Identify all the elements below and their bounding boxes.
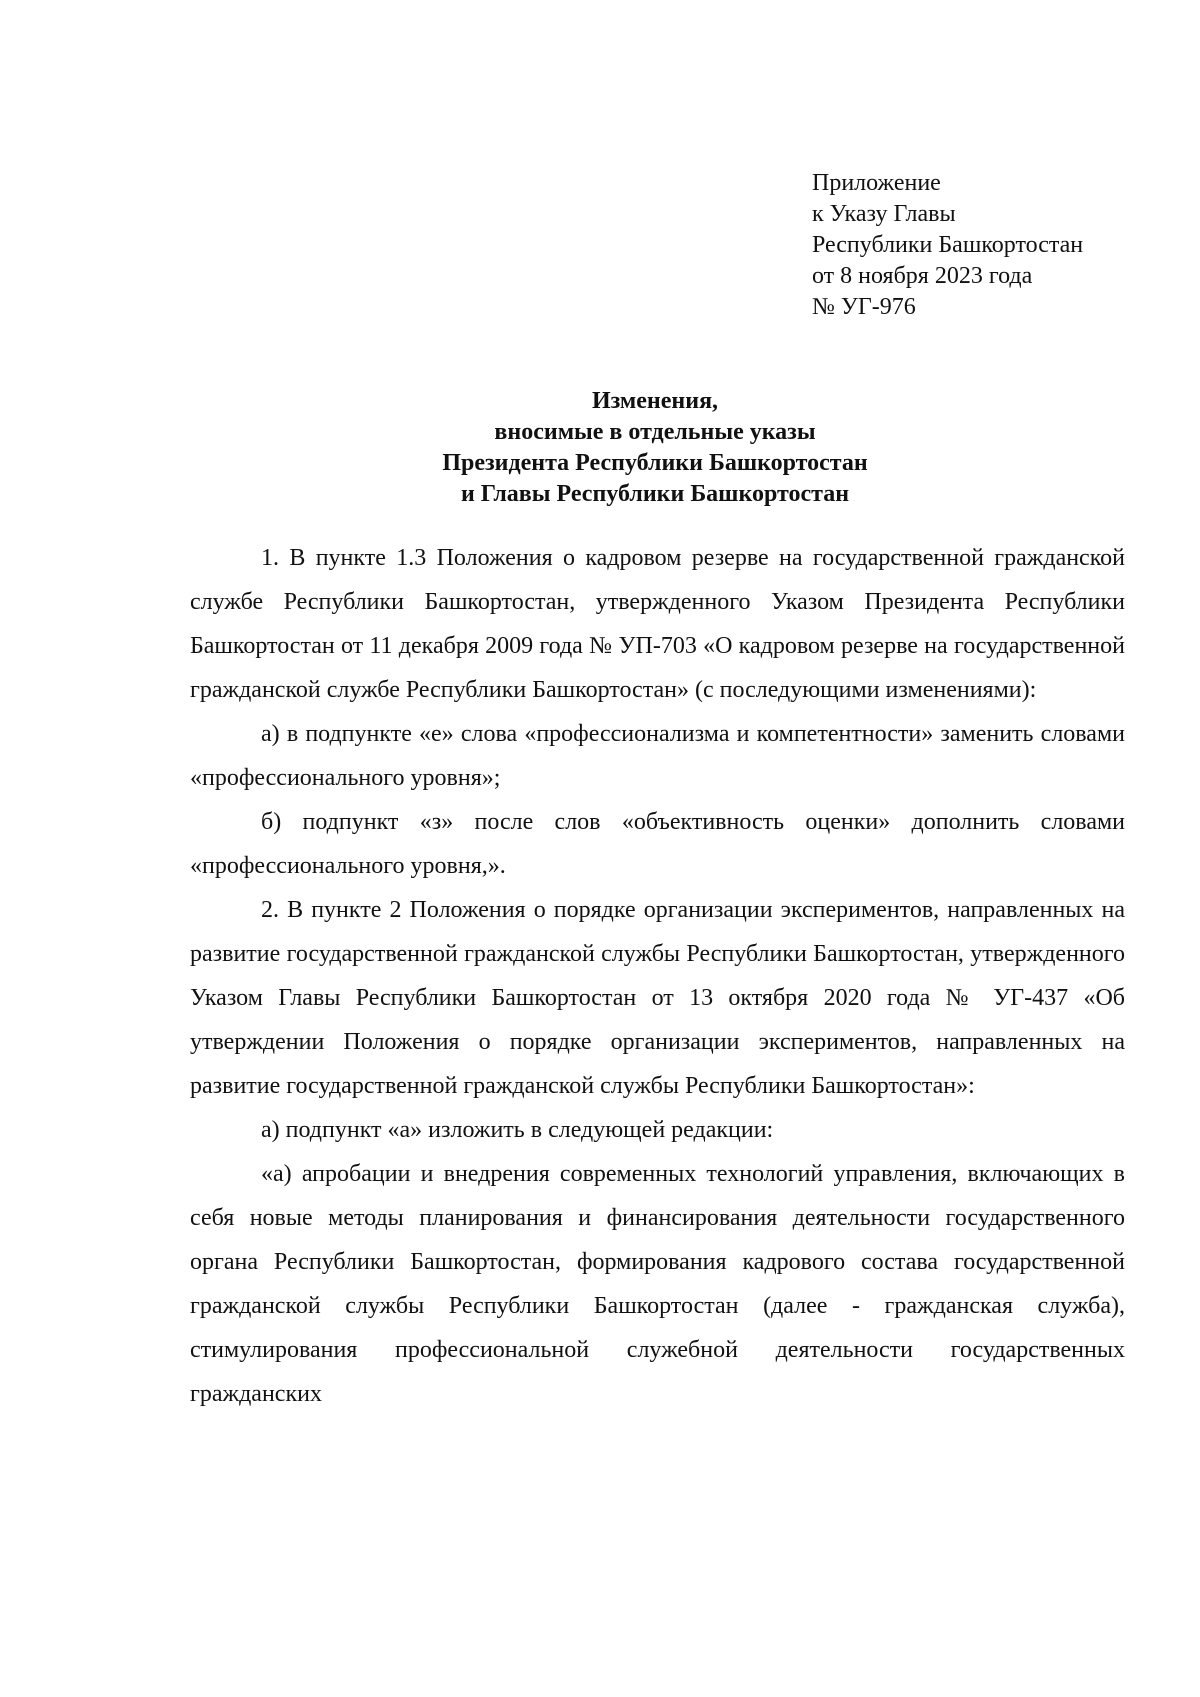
appendix-line-1: Приложение xyxy=(812,170,941,196)
paragraph-2: 2. В пункте 2 Положения о порядке организации экспериментов, направленных на развитие государственной гражданской службы Республики Башкортостан, утвержденного Указом Главы Республики Башкортостан от 13 октября 2020 года № УГ-437 «Об утверждении Положения о порядке организации экспериментов, направленных на развитие государственной гражданской службы Республики Башкортостан»: xyxy=(190,897,1125,1099)
document-title xyxy=(190,386,1120,510)
paragraph-1: 1. В пункте 1.3 Положения о кадровом резерве на государственной гражданской службе Республики Башкортостан, утвержденного Указом Президента Республики Башкортостан от 11 декабря 2009 года № УП-703 «О кадровом резерве на государственной гражданской службе Республики Башкортостан» (с последующими изменениями): xyxy=(190,545,1125,703)
title-line-2: вносимые в отдельные указы xyxy=(494,419,816,445)
appendix-block xyxy=(812,168,1142,323)
paragraph-2a-text: «а) апробации и внедрения современных технологий управления, включающих в себя новые методы планирования и финансирования деятельности государственного органа Республики Башкортостан, формирования кадрового состава государственной гражданской службы Республики Башкортостан (далее - гражданская служба), стимулирования профессиональной служебной деятельности государственных гражданских xyxy=(190,1161,1125,1407)
paragraph-1a: а) в подпункте «е» слова «профессионализма и компетентности» заменить словами «профессионального уровня»; xyxy=(190,721,1125,791)
paragraph-2a: а) подпункт «а» изложить в следующей редакции: xyxy=(261,1117,774,1143)
appendix-line-5: № УГ-976 xyxy=(812,294,916,320)
appendix-line-3: Республики Башкортостан xyxy=(812,232,1084,258)
title-line-4: и Главы Республики Башкортостан xyxy=(460,481,850,507)
paragraph-1b: б) подпункт «з» после слов «объективность оценки» дополнить словами «профессионального уровня,». xyxy=(190,809,1125,879)
title-line-3: Президента Республики Башкортостан xyxy=(442,450,868,476)
appendix-line-2: к Указу Главы xyxy=(812,201,956,227)
document-body xyxy=(190,536,1125,1416)
title-line-1: Изменения, xyxy=(591,388,719,414)
appendix-line-4: от 8 ноября 2023 года xyxy=(812,263,1033,289)
